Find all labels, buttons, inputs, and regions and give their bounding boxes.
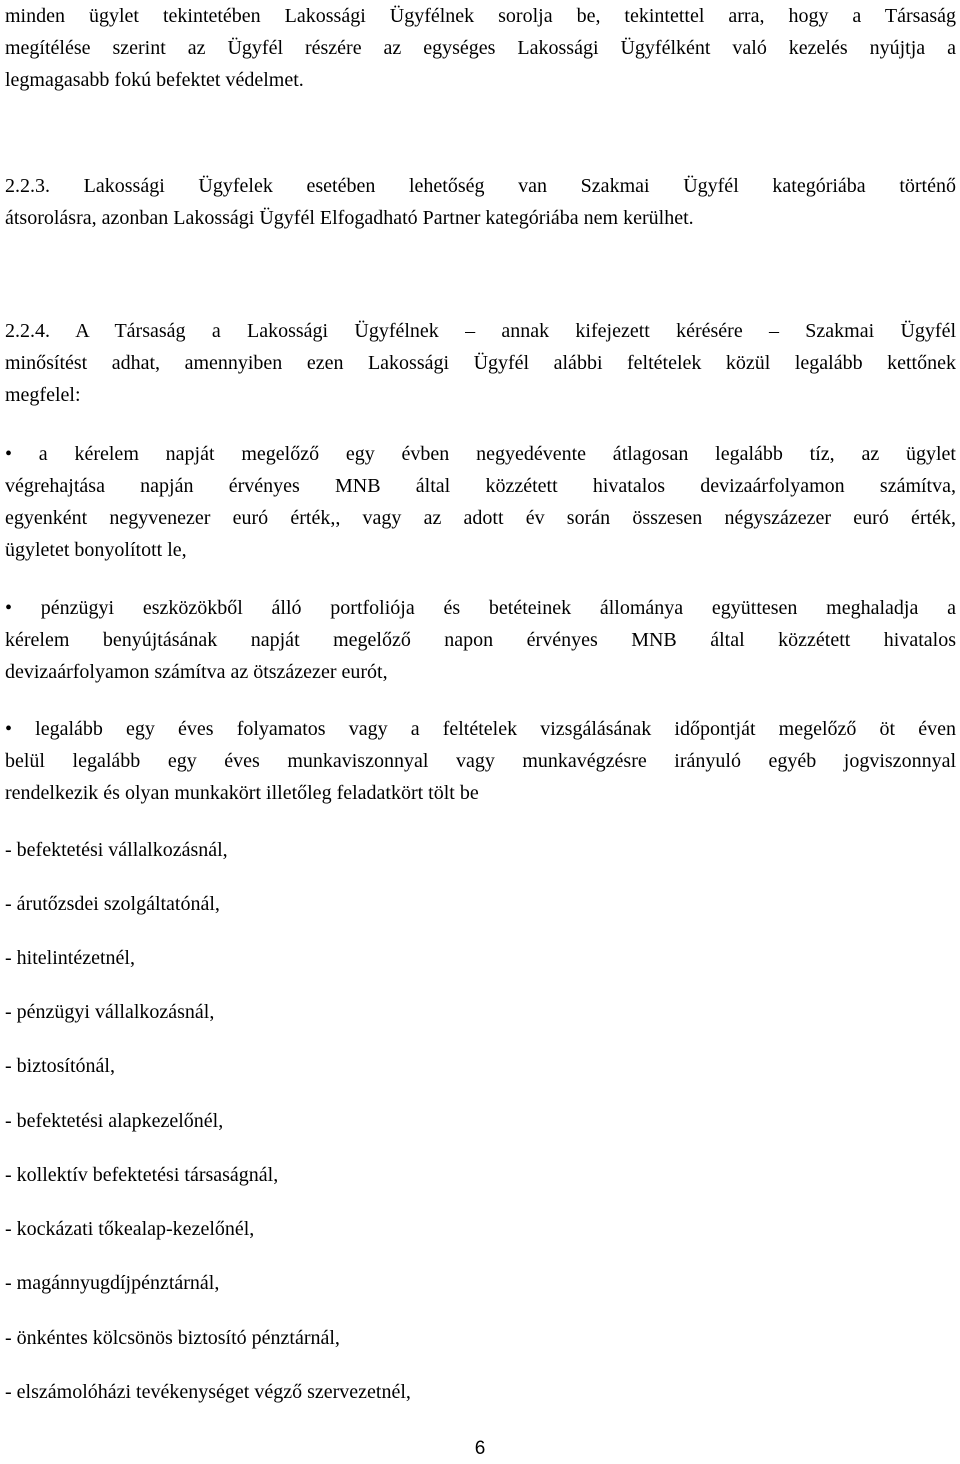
text-line: 2.2.3. Lakossági Ügyfelek esetében lehetőség van Szakmai Ügyfél kategóriába történő <box>5 175 956 197</box>
text-line: legmagasabb fokú befektet védelmet. <box>5 69 304 91</box>
list-item: - kockázati tőkealap-kezelőnél, <box>5 1218 255 1240</box>
document-page <box>5 0 956 1464</box>
list-item: - pénzügyi vállalkozásnál, <box>5 1001 215 1023</box>
text-line: átsorolásra, azonban Lakossági Ügyfél Elfogadható Partner kategóriába nem kerülhet. <box>5 207 694 229</box>
bullet-item <box>5 592 956 688</box>
paragraph-intro <box>5 0 956 96</box>
list-item: - kollektív befektetési társaságnál, <box>5 1164 279 1186</box>
list-item: - biztosítónál, <box>5 1055 115 1077</box>
bullet-item <box>5 713 956 809</box>
text-line: minősítést adhat, amennyiben ezen Lakossági Ügyfél alábbi feltételek közül legalább kettőnek <box>5 352 956 374</box>
text-line: ügyletet bonyolított le, <box>5 539 187 561</box>
text-line: minden ügylet tekintetében Lakossági Ügyfélnek sorolja be, tekintettel arra, hogy a Társaság <box>5 5 956 27</box>
text-line: megfelel: <box>5 384 81 406</box>
paragraph-2-2-3 <box>5 170 956 234</box>
text-line: kérelem benyújtásának napját megelőző napon érvényes MNB által közzétett hivatalos <box>5 629 956 651</box>
paragraph-2-2-4 <box>5 315 956 411</box>
text-line: végrehajtása napján érvényes MNB által közzétett hivatalos devizaárfolyamon számítva, <box>5 475 956 497</box>
text-line: • pénzügyi eszközökből álló portfoliója és betéteinek állománya együttesen meghaladja a <box>5 597 956 619</box>
list-item: - befektetési alapkezelőnél, <box>5 1110 224 1132</box>
list-item: - hitelintézetnél, <box>5 947 135 969</box>
list-item: - árutőzsdei szolgáltatónál, <box>5 893 220 915</box>
text-line: • legalább egy éves folyamatos vagy a feltételek vizsgálásának időpontját megelőző öt éven <box>5 718 956 740</box>
text-line: belül legalább egy éves munkaviszonnyal vagy munkavégzésre irányuló egyéb jogviszonnyal <box>5 750 956 772</box>
list-item: - befektetési vállalkozásnál, <box>5 839 228 861</box>
bullet-item <box>5 438 956 566</box>
text-line: • a kérelem napját megelőző egy évben negyedévente átlagosan legalább tíz, az ügylet <box>5 443 956 465</box>
page-number: 6 <box>474 1438 486 1459</box>
text-line: egyenként negyvenezer euró érték,, vagy az adott év során összesen négyszázezer euró érték, <box>5 507 956 529</box>
text-line: devizaárfolyamon számítva az ötszázezer eurót, <box>5 661 388 683</box>
text-line: megítélése szerint az Ügyfél részére az egységes Lakossági Ügyfélként való kezelés nyújtja a <box>5 37 956 59</box>
text-line: rendelkezik és olyan munkakört illetőleg feladatkört tölt be <box>5 782 479 804</box>
text-line: 2.2.4. A Társaság a Lakossági Ügyfélnek – annak kifejezett kérésére – Szakmai Ügyfél <box>5 320 956 342</box>
list-item: - elszámolóházi tevékenységet végző szervezetnél, <box>5 1381 411 1403</box>
list-item: - magánnyugdíjpénztárnál, <box>5 1272 220 1294</box>
list-item: - önkéntes kölcsönös biztosító pénztárnál, <box>5 1327 340 1349</box>
